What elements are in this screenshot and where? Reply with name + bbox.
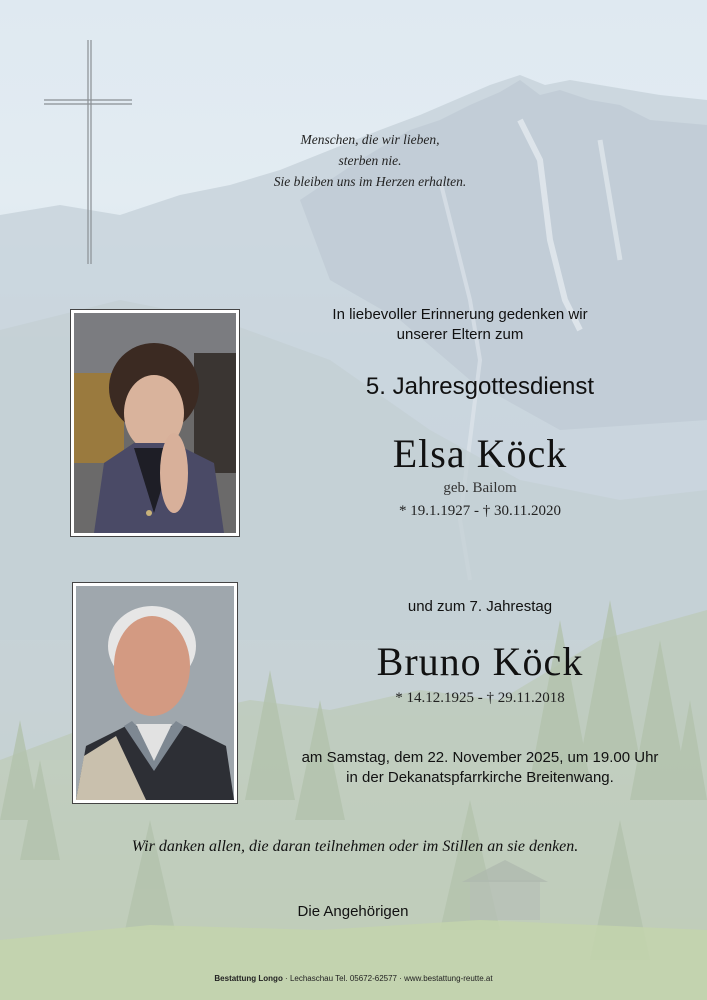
poem-line-2: sterben nie. (338, 153, 402, 168)
bruno-photo (72, 582, 238, 804)
intro-line-2: unserer Eltern zum (396, 326, 524, 343)
poem-line-1: Menschen, die wir lieben, (300, 132, 440, 147)
intro-text (300, 305, 620, 345)
cross-icon (42, 38, 134, 268)
elsa-portrait-image (74, 313, 236, 533)
service-info-line-2: in der Dekanatspfarrkirche Breitenwang. (346, 769, 614, 786)
signature: Die Angehörigen (297, 903, 409, 920)
elsa-photo (70, 309, 240, 537)
poem-line-3: Sie bleiben uns im Herzen erhalten. (273, 174, 467, 189)
bruno-portrait-image (76, 586, 234, 800)
intro-line-1: In liebevoller Erinnerung gedenken wir (332, 306, 588, 323)
elsa-maiden-name: geb. Bailom (443, 480, 517, 496)
bruno-dates: * 14.12.1925 - † 29.11.2018 (395, 690, 565, 706)
service-info (270, 748, 690, 788)
footer (150, 974, 557, 983)
bruno-name: Bruno Köck (376, 639, 584, 684)
service-info-line-1: am Samstag, dem 22. November 2025, um 19.00 Uhr (301, 749, 659, 766)
elsa-name: Elsa Köck (392, 431, 568, 476)
service-title: 5. Jahresgottesdienst (365, 373, 595, 400)
footer-company: Bestattung Longo (214, 974, 283, 983)
elsa-dates: * 19.1.1927 - † 30.11.2020 (399, 503, 561, 519)
poem (200, 129, 540, 192)
footer-details: · Lechaschau Tel. 05672-62577 · www.bestattung-reutte.at (282, 974, 493, 983)
thanks-text: Wir danken allen, die daran teilnehmen oder im Stillen an sie denken. (131, 838, 579, 855)
anniversary-line: und zum 7. Jahrestag (407, 598, 553, 615)
